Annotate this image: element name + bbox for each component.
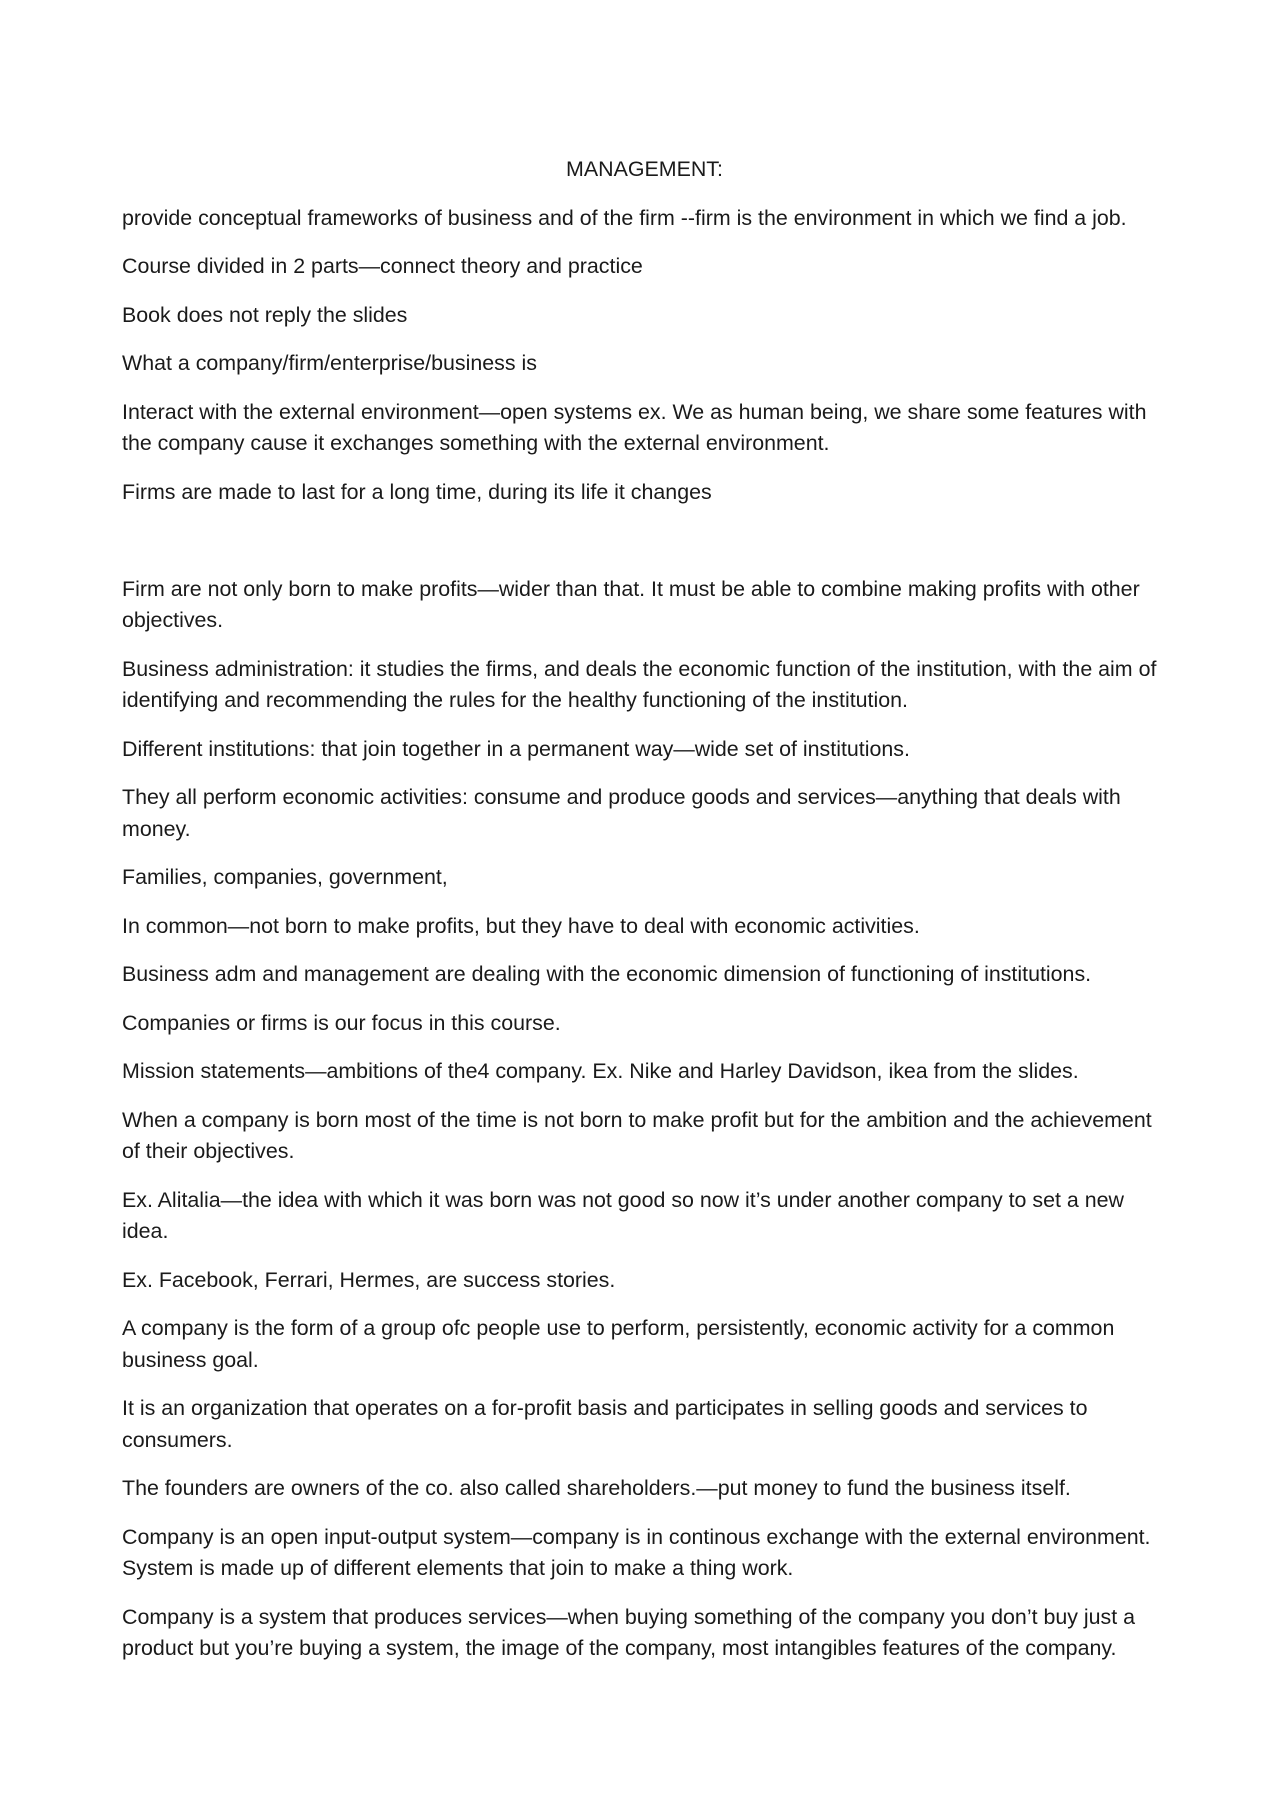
- paragraph: Company is a system that produces services—when buying something of the company you don’t buy just a product but you’re buying a system, the image of the company, most intangibles features of the company.: [122, 1604, 1136, 1660]
- paragraph: Course divided in 2 parts—connect theory and practice: [122, 254, 643, 278]
- paragraph: Business administration: it studies the firms, and deals the economic function of the institution, with the aim of identifying and recommending the rules for the healthy functioning of the institution.: [122, 656, 1157, 712]
- paragraph: It is an organization that operates on a for-profit basis and participates in selling goods and services to consumers.: [122, 1396, 1088, 1452]
- paragraph: What a company/firm/enterprise/business is: [122, 351, 537, 375]
- paragraph: Firms are made to last for a long time, during its life it changes: [122, 479, 712, 504]
- paragraph: Company is an open input-output system—company is in continous exchange with the external environment. System is made up of different elements that join to make a thing work.: [122, 1524, 1151, 1580]
- paragraph: A company is the form of a group ofc people use to perform, persistently, economic activity for a common business goal.: [122, 1316, 1115, 1372]
- paragraph: Interact with the external environment—open systems ex. We as human being, we share some features with the company cause it exchanges something with the external environment.: [122, 399, 1147, 455]
- paragraph: Ex. Alitalia—the idea with which it was born was not good so now it’s under another company to set a new idea.: [122, 1187, 1124, 1243]
- paragraph: In common—not born to make profits, but they have to deal with economic activities.: [122, 913, 920, 938]
- paragraph: Business adm and management are dealing with the economic dimension of functioning of institutions.: [122, 962, 1092, 986]
- paragraph: Mission statements—ambitions of the4 company. Ex. Nike and Harley Davidson, ikea from the slides.: [122, 1059, 1079, 1083]
- paragraph: They all perform economic activities: consume and produce goods and services—anything that deals with money.: [122, 785, 1121, 841]
- document-body: [122, 154, 1167, 1682]
- paragraph: provide conceptual frameworks of business and of the firm --firm is the environment in which we find a job.: [122, 205, 1127, 230]
- paragraph: When a company is born most of the time is not born to make profit but for the ambition and the achievement of their objectives.: [122, 1107, 1152, 1163]
- blank-line: [122, 525, 1167, 574]
- paragraph: Different institutions: that join together in a permanent way—wide set of institutions.: [122, 736, 910, 761]
- document-title: MANAGEMENT:: [566, 157, 723, 181]
- paragraph: Book does not reply the slides: [122, 302, 408, 327]
- paragraph: The founders are owners of the co. also called shareholders.—put money to fund the business itself.: [122, 1476, 1071, 1500]
- paragraph: Ex. Facebook, Ferrari, Hermes, are success stories.: [122, 1267, 616, 1292]
- paragraph: Families, companies, government,: [122, 865, 448, 889]
- paragraph: Firm are not only born to make profits—wider than that. It must be able to combine making profits with other objectives.: [122, 576, 1140, 632]
- paragraph: Companies or firms is our focus in this course.: [122, 1010, 561, 1035]
